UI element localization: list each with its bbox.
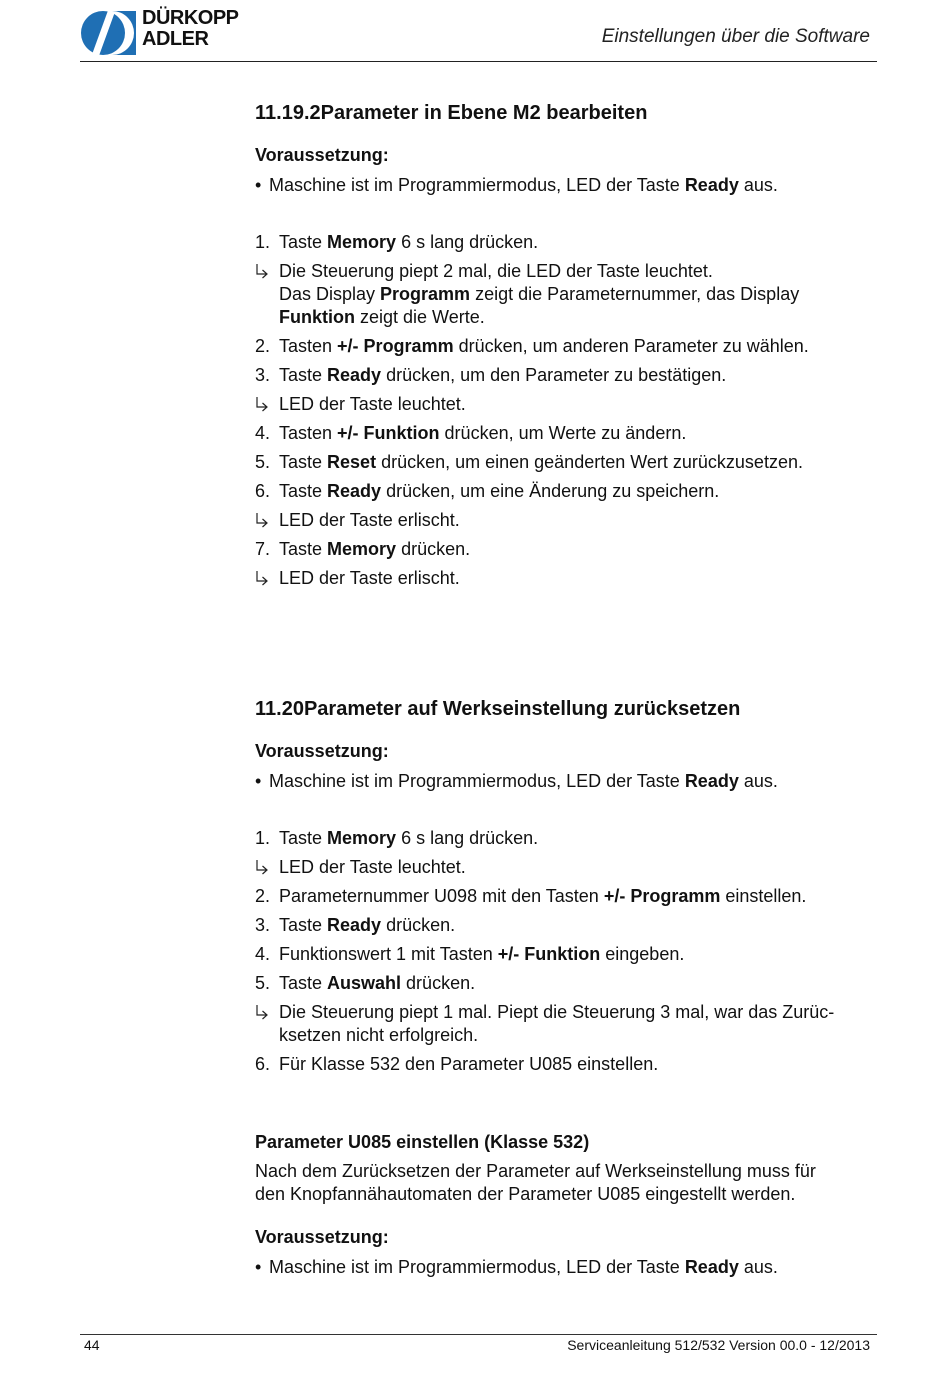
step-item: 1. Taste Memory 6 s lang drücken. xyxy=(255,232,539,252)
step-item: 2. Tasten +/- Programm drücken, um anderen Parameter zu wählen. xyxy=(255,336,809,356)
result-item: LED der Taste erlischt. xyxy=(255,567,880,590)
intro-line: Nach dem Zurücksetzen der Parameter auf Werkseinstellung muss für xyxy=(255,1161,816,1181)
prereq-item: • Maschine ist im Programmiermodus, LED der Taste Ready aus. xyxy=(255,771,778,791)
footer-divider xyxy=(80,1334,877,1335)
step-number: 4. xyxy=(255,944,271,964)
step-item: 5. Taste Auswahl drücken. xyxy=(255,973,476,993)
header-title: Einstellungen über die Software xyxy=(601,26,870,47)
result-arrow-icon xyxy=(255,512,271,528)
brand-logo xyxy=(80,8,270,56)
step-item: 3. Taste Ready drücken, um den Parameter zu bestätigen. xyxy=(255,365,727,385)
prereq-label: Voraussetzung: xyxy=(255,1227,389,1247)
step-item: 3. Taste Ready drücken. xyxy=(255,915,456,935)
step-item: 5. Taste Reset drücken, um einen geänderten Wert zurückzusetzen. xyxy=(255,452,803,472)
continuation-line: ksetzen nicht erfolgreich. xyxy=(279,1025,479,1045)
step-number: 7. xyxy=(255,539,271,559)
step-number: 6. xyxy=(255,481,271,501)
result-arrow-icon xyxy=(255,263,271,279)
bullet-icon: • xyxy=(255,771,262,791)
step-item: 4. Tasten +/- Funktion drücken, um Werte zu ändern. xyxy=(255,423,687,443)
result-arrow-icon xyxy=(255,1004,271,1020)
step-number: 5. xyxy=(255,452,271,472)
step-number: 4. xyxy=(255,423,271,443)
bullet-icon: • xyxy=(255,175,262,195)
step-item: 6. Taste Ready drücken, um eine Änderung zu speichern. xyxy=(255,481,720,501)
step-list xyxy=(255,827,880,1076)
step-number: 3. xyxy=(255,915,271,935)
continuation-line: Funktion zeigt die Werte. xyxy=(279,307,485,327)
result-item: Die Steuerung piept 1 mal. Piept die Steuerung 3 mal, war das Zurüc- xyxy=(255,1001,880,1024)
step-number: 6. xyxy=(255,1054,271,1074)
logo-line2: ADLER xyxy=(142,28,209,50)
result-arrow-icon xyxy=(255,570,271,586)
prereq-item: • Maschine ist im Programmiermodus, LED der Taste Ready aus. xyxy=(255,175,778,195)
subsection-heading-u085: Parameter U085 einstellen (Klasse 532) xyxy=(255,1132,590,1152)
document-reference: Serviceanleitung 512/532 Version 00.0 - 12/2013 xyxy=(567,1337,870,1353)
continuation-line: Das Display Programm zeigt die Parameternummer, das Display xyxy=(279,284,800,304)
header-divider xyxy=(80,61,877,62)
step-item: 2. Parameternummer U098 mit den Tasten +/- Programm einstellen. xyxy=(255,886,807,906)
result-item: Die Steuerung piept 2 mal, die LED der Taste leuchtet. xyxy=(255,260,880,283)
step-number: 5. xyxy=(255,973,271,993)
result-arrow-icon xyxy=(255,859,271,875)
result-arrow-icon xyxy=(255,396,271,412)
step-item: 6. Für Klasse 532 den Parameter U085 einstellen. xyxy=(255,1054,659,1074)
section-heading-reset: 11.20Parameter auf Werkseinstellung zurücksetzen xyxy=(255,698,741,720)
page-number: 44 xyxy=(84,1337,100,1353)
section-m2 xyxy=(255,101,880,590)
step-item: 1. Taste Memory 6 s lang drücken. xyxy=(255,828,539,848)
prereq-label: Voraussetzung: xyxy=(255,145,389,165)
step-item: 7. Taste Memory drücken. xyxy=(255,539,471,559)
result-item: LED der Taste erlischt. xyxy=(255,509,880,532)
step-number: 1. xyxy=(255,828,271,848)
section-factory-reset xyxy=(255,697,880,1076)
logo-line1: DÜRKOPP xyxy=(142,7,239,29)
step-number: 3. xyxy=(255,365,271,385)
result-item: LED der Taste leuchtet. xyxy=(255,393,880,416)
section-heading-m2: 11.19.2Parameter in Ebene M2 bearbeiten xyxy=(255,102,648,124)
step-number: 2. xyxy=(255,886,271,906)
logo-icon xyxy=(80,10,138,56)
bullet-icon: • xyxy=(255,1257,262,1277)
intro-line: den Knopfannähautomaten der Parameter U085 eingestellt werden. xyxy=(255,1184,796,1204)
step-list xyxy=(255,231,880,590)
prereq-item: • Maschine ist im Programmiermodus, LED der Taste Ready aus. xyxy=(255,1257,778,1277)
step-number: 1. xyxy=(255,232,271,252)
step-item: 4. Funktionswert 1 mit Tasten +/- Funktion eingeben. xyxy=(255,944,685,964)
step-number: 2. xyxy=(255,336,271,356)
result-item: LED der Taste leuchtet. xyxy=(255,856,880,879)
prereq-label: Voraussetzung: xyxy=(255,741,389,761)
section-u085 xyxy=(255,1131,880,1279)
